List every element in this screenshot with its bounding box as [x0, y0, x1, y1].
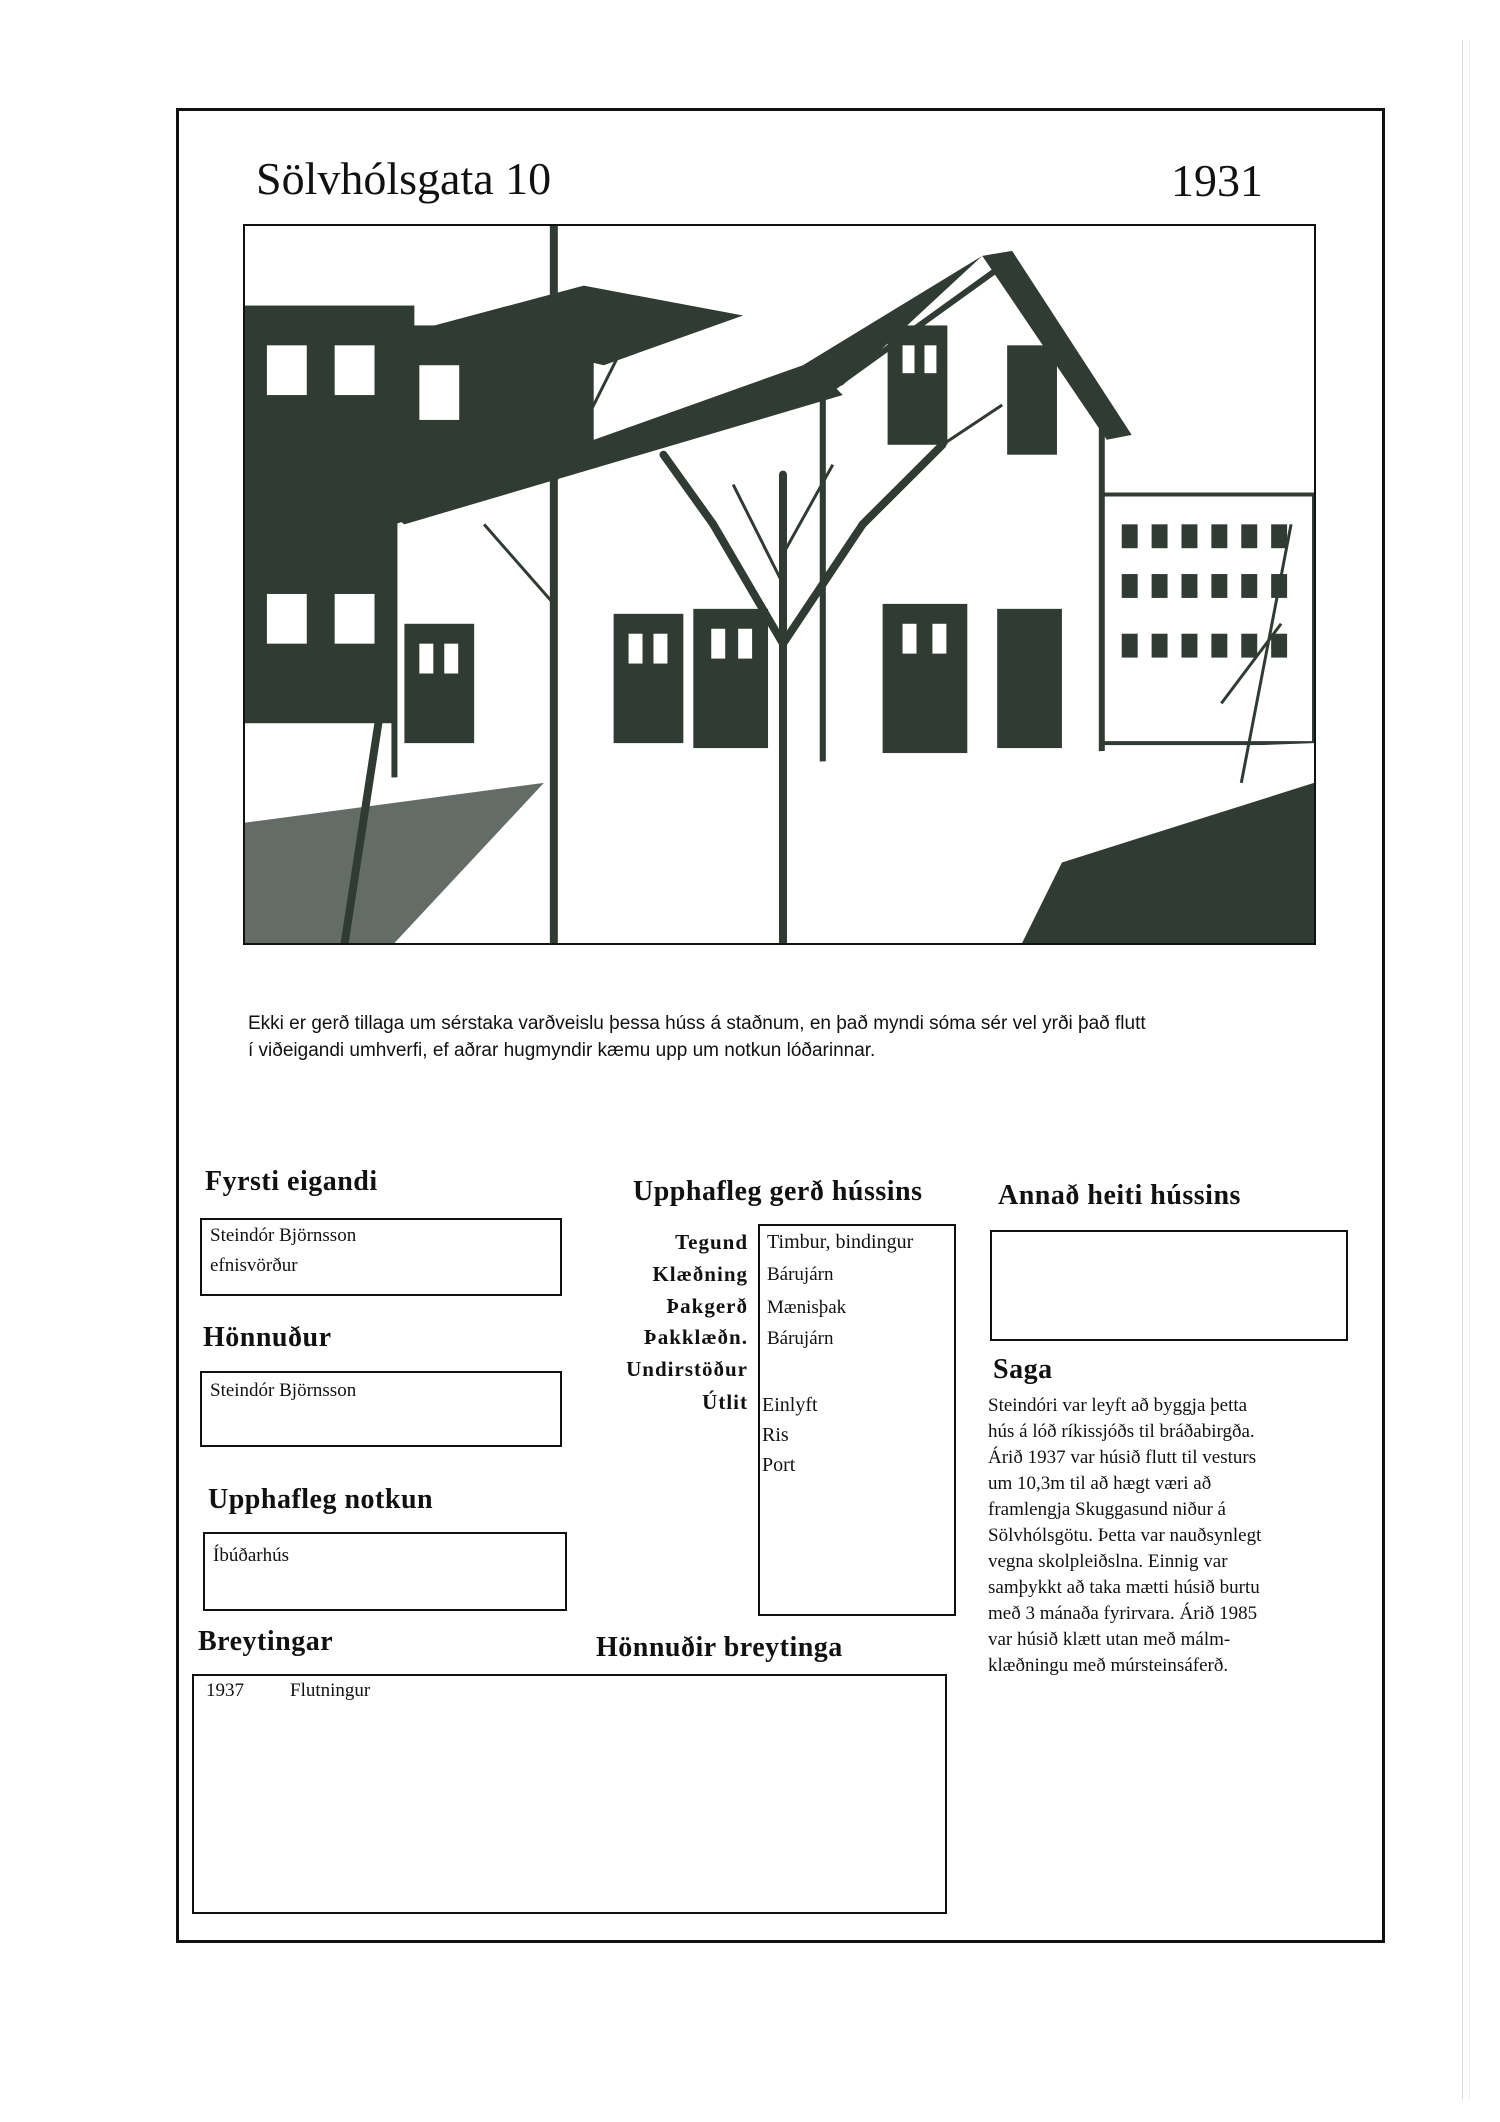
annad-heiti-box: [990, 1230, 1348, 1341]
saga-line-2: hús á lóð ríkissjóðs til bráðabirgða.: [988, 1421, 1255, 1442]
saga-line-8: samþykkt að taka mætti húsið burtu: [988, 1577, 1260, 1598]
undirstodur-label: Undirstöður: [626, 1357, 748, 1381]
utlit-value-2: Ris: [762, 1424, 789, 1446]
saga-line-9: með 3 mánaða fyrirvara. Árið 1985: [988, 1603, 1258, 1624]
thakklaedn-value: Bárujárn: [767, 1328, 834, 1349]
tegund-value: Timbur, bindingur: [767, 1231, 914, 1253]
utlit-value-1: Einlyft: [762, 1394, 818, 1416]
upphafleg-gerd-heading: Upphafleg gerð hússins: [633, 1176, 923, 1207]
thakgerd-label: Þakgerð: [666, 1294, 748, 1318]
saga-line-3: Árið 1937 var húsið flutt til vesturs: [988, 1447, 1257, 1468]
change-year: 1937: [206, 1680, 244, 1701]
utlit-label: Útlit: [702, 1390, 748, 1414]
designer-name: Steindór Björnsson: [210, 1380, 357, 1401]
annad-heiti-heading: Annað heiti hússins: [998, 1180, 1241, 1211]
saga-line-11: klæðningu með múrsteinsáferð.: [988, 1655, 1229, 1676]
address-title: Sölvhólsgata 10: [256, 153, 552, 204]
upphafleg-notkun-heading: Upphafleg notkun: [208, 1484, 434, 1515]
year-title: 1931: [1171, 155, 1263, 206]
change-description: Flutningur: [290, 1680, 371, 1701]
saga-text: [988, 1393, 1368, 1679]
house-photo: [243, 224, 1316, 945]
fyrsti-eigandi-box: [200, 1218, 562, 1296]
honnudir-breytinga-heading: Hönnuðir breytinga: [596, 1632, 843, 1663]
breytingar-box: [192, 1674, 947, 1914]
saga-line-1: Steindóri var leyft að byggja þetta: [988, 1395, 1248, 1416]
klaedning-label: Klæðning: [652, 1262, 748, 1286]
thakgerd-value: Mænisþak: [767, 1297, 847, 1318]
owner-role: efnisvörður: [210, 1255, 298, 1276]
tegund-label: Tegund: [675, 1230, 748, 1254]
saga-line-5: framlengja Skuggasund niður á: [988, 1499, 1226, 1520]
house-photo-illustration: [245, 226, 1314, 943]
fyrsti-eigandi-heading: Fyrsti eigandi: [205, 1166, 378, 1197]
saga-line-10: var húsið klætt utan með málm-: [988, 1629, 1231, 1650]
original-use-value: Íbúðarhús: [213, 1545, 289, 1566]
klaedning-value: Bárujárn: [767, 1264, 834, 1285]
utlit-value-3: Port: [762, 1454, 796, 1476]
saga-line-4: um 10,3m til að hægt væri að: [988, 1473, 1212, 1494]
breytingar-heading: Breytingar: [198, 1626, 334, 1657]
caption-line-2: í viðeigandi umhverfi, ef aðrar hugmyndir kæmu upp um notkun lóðarinnar.: [248, 1040, 876, 1061]
caption-line-1: Ekki er gerð tillaga um sérstaka varðveislu þessa húss á staðnum, en það myndi sóma sér vel yrði það flutt: [248, 1013, 1146, 1034]
thakklaedn-label: Þakklæðn.: [643, 1325, 748, 1349]
honnudur-heading: Hönnuður: [203, 1322, 332, 1353]
upphafleg-notkun-box: [203, 1532, 567, 1611]
scan-edge-shadow: [1462, 40, 1470, 2100]
owner-name: Steindór Björnsson: [210, 1225, 357, 1246]
saga-line-6: Sölvhólsgötu. Þetta var nauðsynlegt: [988, 1525, 1262, 1546]
saga-line-7: vegna skolpleiðslna. Einnig var: [988, 1551, 1228, 1572]
honnudur-box: [200, 1371, 562, 1447]
saga-heading: Saga: [993, 1354, 1053, 1385]
